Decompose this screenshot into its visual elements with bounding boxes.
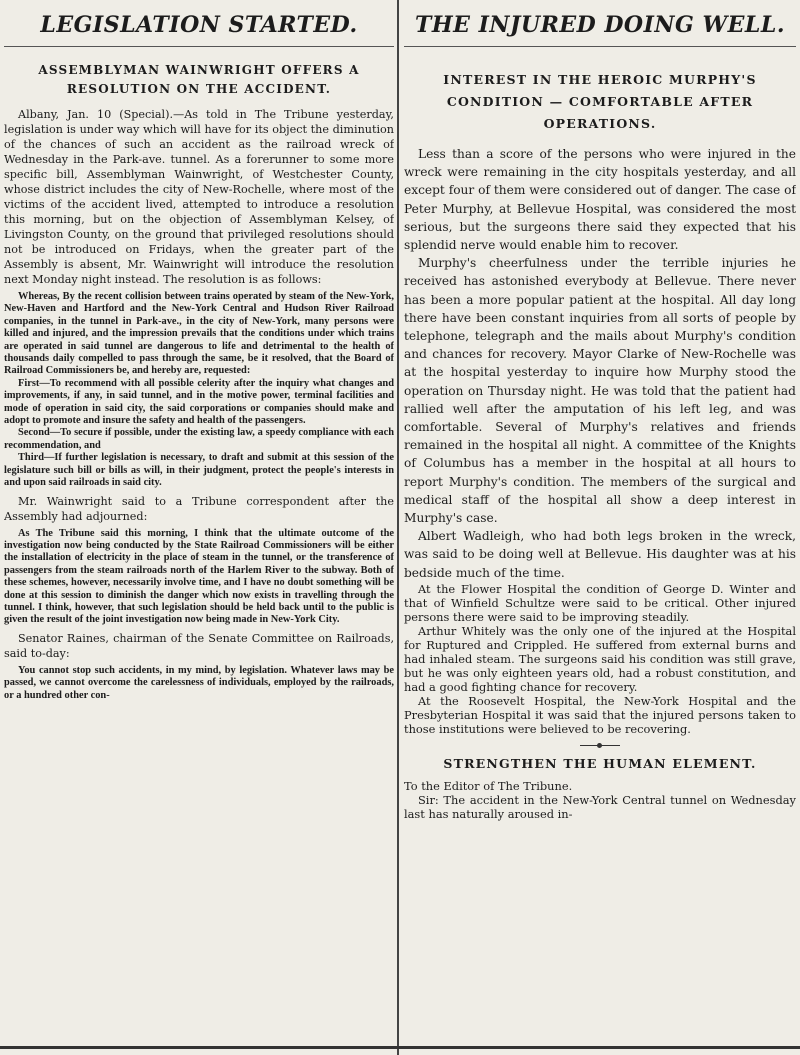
resolution-first: First—To recommend with all possible celerity after the inquiry what changes and improvements, if any, in said tunnel, and in the motive power, terminal facilities and mode of operation in said city, the said corporations or companies should make and adopt to promote and insure the safety and health of the passengers.: [4, 377, 394, 427]
bottom-rule: [0, 1046, 800, 1049]
article-paragraph: At the Roosevelt Hospital, the New-York Hospital and the Presbyterian Hospital it was said that the injured persons taken to those institutions were believed to be recovering.: [404, 693, 796, 736]
right-subheadline: INTEREST IN THE HEROIC MURPHY'S CONDITION — COMFORTABLE AFTER OPERATIONS.: [443, 72, 757, 131]
right-column: [404, 6, 796, 1043]
right-headline: THE INJURED DOING WELL.: [404, 6, 796, 47]
article-paragraph: Arthur Whitely was the only one of the injured at the Hospital for Ruptured and Crippled. He suffered from external burns and had inhaled steam. The surgeons said his condition was still grave, but he was only eighteen years old, had a robust constitution, and had a good fighting chance for recovery.: [404, 623, 796, 694]
letter-headline: STRENGTHEN THE HUMAN ELEMENT.: [443, 755, 757, 771]
section-separator: [580, 745, 620, 746]
left-headline: LEGISLATION STARTED.: [4, 6, 394, 47]
article-paragraph: Albert Wadleigh, who had both legs broken in the wreck, was said to be doing well at Bellevue. His daughter was at his bedside much of the time.: [404, 529, 796, 580]
article-paragraph: Albany, Jan. 10 (Special).—As told in The Tribune yesterday, legislation is under way which will have for its object the diminution of the chances of such an accident as the railroad wreck of Wednesday in the Park-ave. tunnel. As a forerunner to some more specific bill, Assemblyman Wainwright, of Westchester County, whose district includes the city of New-Rochelle, where most of the victims of the accident lived, attempted to introduce a resolution this morning, but on the objection of Assemblyman Kelsey, of Livingston County, on the ground that privileged resolutions should not be introduced on Fridays, when the greater part of the Assembly is absent, Mr. Wainwright will introduce the resolution next Monday night instead. The resolution is as follows:: [4, 108, 394, 286]
wainwright-quote: As The Tribune said this morning, I think that the ultimate outcome of the investigation now being conducted by the State Railroad Commissioners will be either the installation of electricity in the place of steam in the tunnel, or the transference of passengers from the steam railroads north of the Harlem River to the subway. Both of these schemes, however, necessarily involve time, and I have no doubt something will be done at this session to diminish the danger which now exists in travelling through the tunnel. I think, however, that such legislation should be held back until to the public is given the result of the joint investigation now being made in New-York City.: [4, 527, 394, 626]
resolution-second: Second—To secure if possible, under the existing law, a speedy compliance with each recommendation, and: [4, 427, 394, 451]
left-column: [4, 6, 394, 1043]
article-paragraph: Less than a score of the persons who were injured in the wreck were remaining in the city hospitals yesterday, and all except four of them were considered out of danger. The case of Peter Murphy, at Bellevue Hospital, was considered the most serious, but the surgeons there said they expected that his splendid nerve would enable him to recover.: [404, 147, 796, 253]
resolution-whereas: Whereas, By the recent collision between trains operated by steam of the New-York, New-Haven and Hartford and the New-York Central and Hudson River Railroad companies, in the tunnel in Park-ave., in the city of New-York, many persons were killed and injured, and the impression prevails that the conditions under which trains are operated in said tunnel are dangerous to life and detrimental to the health of thousands daily compelled to pass through the same, be it resolved, that the Board of Railroad Commissioners be, and hereby are, requested:: [4, 291, 394, 377]
letter-body: Sir: The accident in the New-York Central tunnel on Wednesday last has naturally aroused in-: [404, 792, 796, 821]
article-paragraph: Mr. Wainwright said to a Tribune correspondent after the Assembly had adjourned:: [4, 494, 394, 523]
article-paragraph: At the Flower Hospital the condition of George D. Winter and that of Winfield Schultze were said to be critical. Other injured persons there were said to be improving steadily.: [404, 581, 796, 624]
raines-quote: You cannot stop such accidents, in my mind, by legislation. Whatever laws may be passed, we cannot overcome the carelessness of individuals, employed by the railroads, or a hundred other con-: [4, 664, 394, 701]
resolution-third: Third—If further legislation is necessary, to draft and submit at this session of the legislature such bill or bills as will, in their judgment, protect the people's interests in and upon said railroads in said city.: [4, 452, 394, 489]
article-paragraph: Murphy's cheerfulness under the terrible injuries he received has astonished everybody at Bellevue. There never has been a more popular patient at the hospital. All day long there have been constant inquiries from all sorts of people by telephone, telegraph and the mails about Murphy's condition and chances for recovery. Mayor Clarke of New-Rochelle was at the hospital yesterday to inquire how Murphy stood the operation on Thursday night. He was told that the patient had rallied well after the amputation of his left leg, and was comfortable. Several of Murphy's relatives and friends remained in the hospital all night. A committee of the Knights of Columbus has a member in the hospital at all hours to report Murphy's condition. The members of the surgical and medical staff of the hospital all show a deep interest in Murphy's case.: [404, 256, 796, 526]
left-subheadline: ASSEMBLYMAN WAINWRIGHT OFFERS A RESOLUTION ON THE ACCIDENT.: [38, 63, 360, 96]
article-paragraph: Senator Raines, chairman of the Senate Committee on Railroads, said to-day:: [4, 631, 394, 660]
letter-salutation: To the Editor of The Tribune.: [404, 778, 573, 793]
column-divider: [397, 0, 399, 1055]
